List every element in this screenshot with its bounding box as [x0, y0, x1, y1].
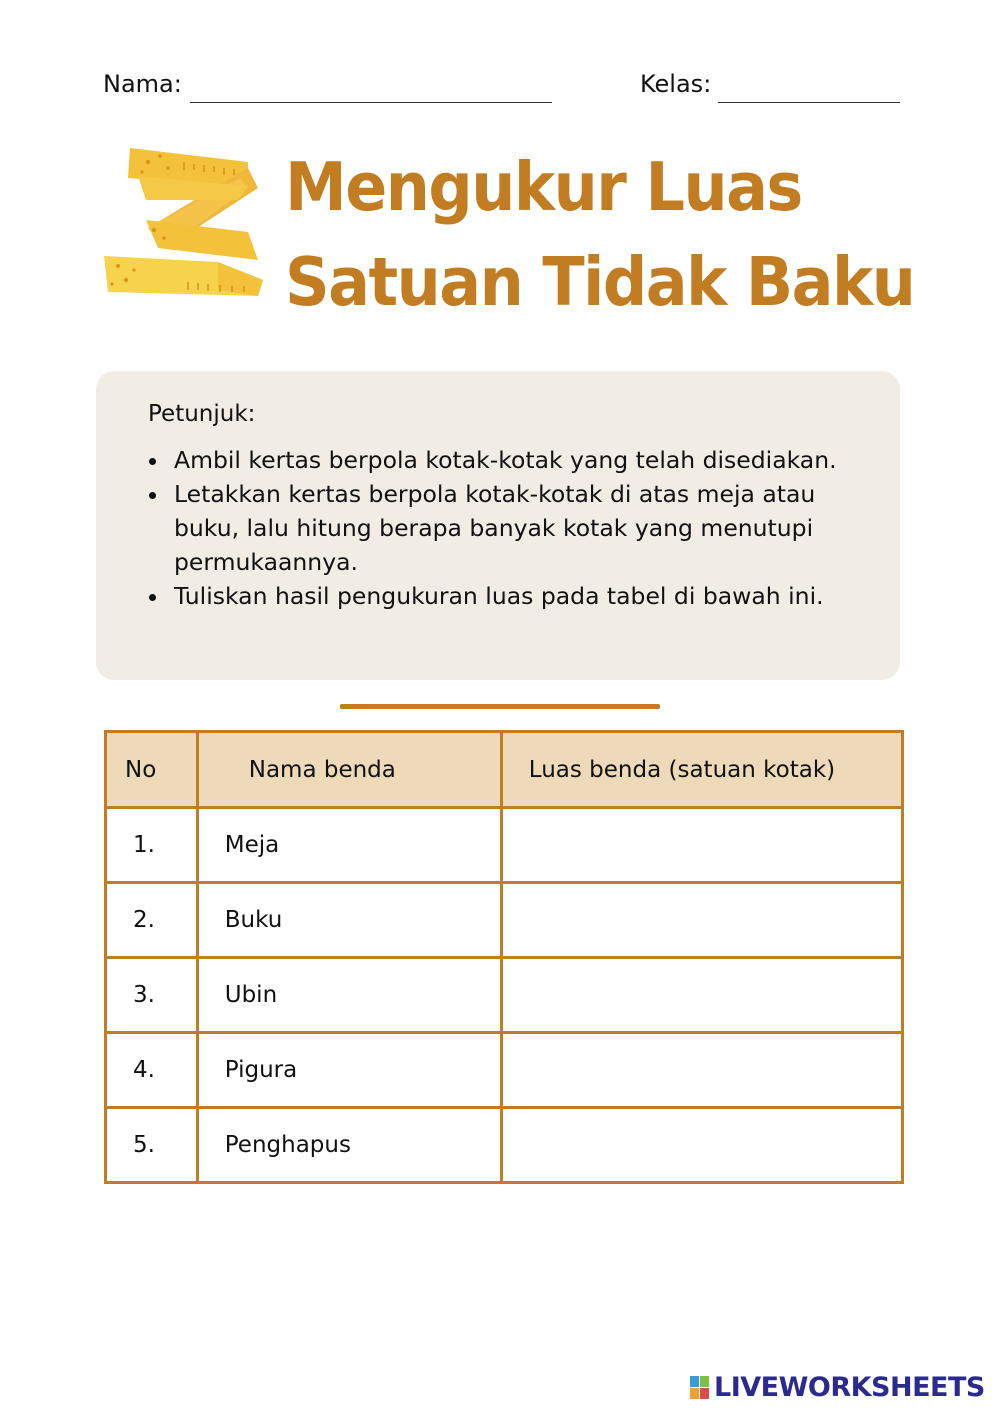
area-answer-cell[interactable]	[501, 1108, 902, 1183]
brand-name: LIVEWORKSHEETS	[714, 1372, 985, 1403]
title-line-2: Satuan Tidak Baku	[285, 242, 915, 322]
row-number: 3.	[106, 958, 198, 1033]
instructions-list	[148, 443, 870, 613]
area-answer-cell[interactable]	[501, 883, 902, 958]
instructions-title: Petunjuk:	[148, 401, 256, 427]
object-name: Buku	[197, 883, 501, 958]
table-row	[106, 1033, 903, 1108]
table-row	[106, 958, 903, 1033]
header-no: No	[106, 732, 198, 808]
object-name: Ubin	[197, 958, 501, 1033]
object-name: Meja	[197, 808, 501, 883]
divider	[340, 704, 660, 709]
page-title	[285, 140, 914, 330]
area-answer-cell[interactable]	[501, 958, 902, 1033]
object-name: Pigura	[197, 1033, 501, 1108]
header-object-name: Nama benda	[197, 732, 501, 808]
liveworksheets-logo-icon	[690, 1376, 710, 1400]
row-number: 5.	[106, 1108, 198, 1183]
instruction-item: • Tuliskan hasil pengukuran luas pada tabel di bawah ini.	[170, 579, 870, 613]
instructions-panel	[96, 371, 900, 680]
row-number: 2.	[106, 883, 198, 958]
area-answer-cell[interactable]	[501, 808, 902, 883]
object-name: Penghapus	[197, 1108, 501, 1183]
brand-watermark	[690, 1372, 985, 1403]
measuring-tape-icon	[98, 140, 268, 300]
table-row	[106, 808, 903, 883]
class-label: Kelas:	[640, 70, 712, 98]
title-line-1: Mengukur Luas	[285, 147, 802, 227]
class-field[interactable]	[718, 102, 900, 103]
header-area: Luas benda (satuan kotak)	[501, 732, 902, 808]
name-field[interactable]	[190, 102, 552, 103]
table-row	[106, 1108, 903, 1183]
measurement-table	[104, 730, 904, 1184]
table-header-row	[106, 732, 903, 808]
area-answer-cell[interactable]	[501, 1033, 902, 1108]
instruction-item: • Letakkan kertas berpola kotak-kotak di atas meja atau buku, lalu hitung berapa banyak kotak yang menutupi permukaannya.	[170, 477, 870, 579]
instruction-item: • Ambil kertas berpola kotak-kotak yang telah disediakan.	[170, 443, 870, 477]
row-number: 4.	[106, 1033, 198, 1108]
table-row	[106, 883, 903, 958]
name-label: Nama:	[103, 70, 182, 98]
row-number: 1.	[106, 808, 198, 883]
